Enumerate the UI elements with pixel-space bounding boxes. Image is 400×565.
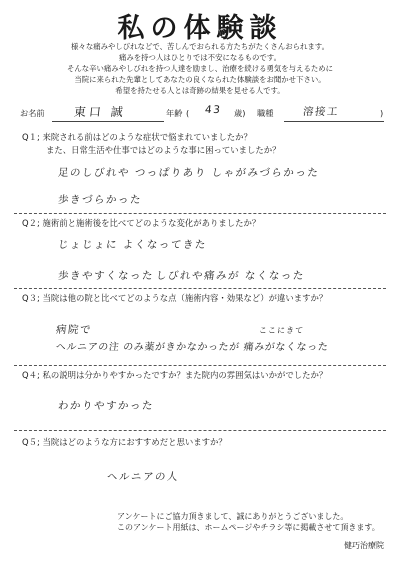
page-title: 私の体験談: [117, 13, 283, 44]
q1-answer-line2: 歩きづらかった: [57, 194, 143, 206]
q1-answer-line1: 足のしびれや つっぱりあり しゃがみづらかった: [57, 167, 320, 179]
intro-line-1: 様々な痛みやしびれなどで、苦しんでおられる方たちがたくさんおられます。: [71, 42, 329, 51]
q5-question: Q５; 当院はどのような方におすすめだと思いますか？: [22, 437, 227, 447]
name-underline: [52, 121, 164, 122]
job-value: 溶接工: [302, 106, 340, 118]
intro-line-5: 希望を持たせる人とは奇跡の結果を見せる人です。: [115, 86, 285, 95]
q1-question-line2: また、日常生活や仕事ではどのような事に困っていましたか？: [46, 145, 281, 155]
age-unit: 歳): [234, 108, 246, 118]
age-label: 年齢: [166, 108, 183, 118]
q5-answer: ヘルニアの人: [106, 471, 180, 483]
clinic-name: 健巧治療院: [344, 541, 384, 550]
q3-answer-main: ヘルニアの注 のみ薬がきかなかったが 痛みがなくなった: [55, 342, 329, 353]
age-open-paren: (: [186, 108, 190, 118]
job-label: 職種: [257, 108, 274, 118]
intro-line-4: 当院に来られた先輩としてあなたの良くなられた体験談をお聞かせ下さい。: [74, 75, 326, 84]
footer-line-1: アンケートにご協力頂きまして、誠にありがとうございました。: [117, 512, 349, 521]
q3-answer-top: 病院で: [55, 324, 93, 336]
age-value: 43: [204, 104, 223, 116]
q3-answer-insert: ここにきて: [258, 326, 305, 335]
q2-answer-line2a: 歩きやすくなった: [57, 270, 155, 282]
divider: [14, 365, 386, 366]
q2-answer-line1: じょじょに よくなってきた: [57, 239, 208, 251]
name-value: 東口 誠: [73, 105, 127, 119]
intro-line-3: そんな辛い痛みやしびれを持つ人達を励まし、治療を続ける勇気を与えるために: [66, 64, 334, 73]
q1-question: Q１; 来院される前はどのような症状で悩まれていましたか？: [22, 132, 252, 142]
name-label: お名前: [20, 108, 45, 118]
job-underline: [284, 121, 384, 122]
q2-question: Q２; 施術前と施術後を比べてどのような変化がありましたか？: [22, 218, 261, 228]
divider: [14, 430, 386, 431]
q4-question: Q４; 私の説明は分かりやすかったですか？また院内の雰囲気はいかがでしたか？: [22, 370, 328, 380]
q3-question: Q３; 当院は他の院と比べてどのような点（施術内容・効果など）が違いますか？: [22, 293, 328, 303]
intro-line-2: 痛みを持つ人はひとりでは不安になるものです。: [118, 53, 281, 62]
divider: [14, 288, 386, 289]
q4-answer: わかりやすかった: [57, 400, 155, 412]
job-close-paren: ): [380, 108, 384, 118]
footer-line-2: このアンケート用紙は、ホームページやチラシ等に掲載させて頂きます。: [117, 523, 380, 532]
q2-answer-line2b: しびれや痛みが なくなった: [155, 270, 306, 282]
divider: [14, 213, 386, 214]
